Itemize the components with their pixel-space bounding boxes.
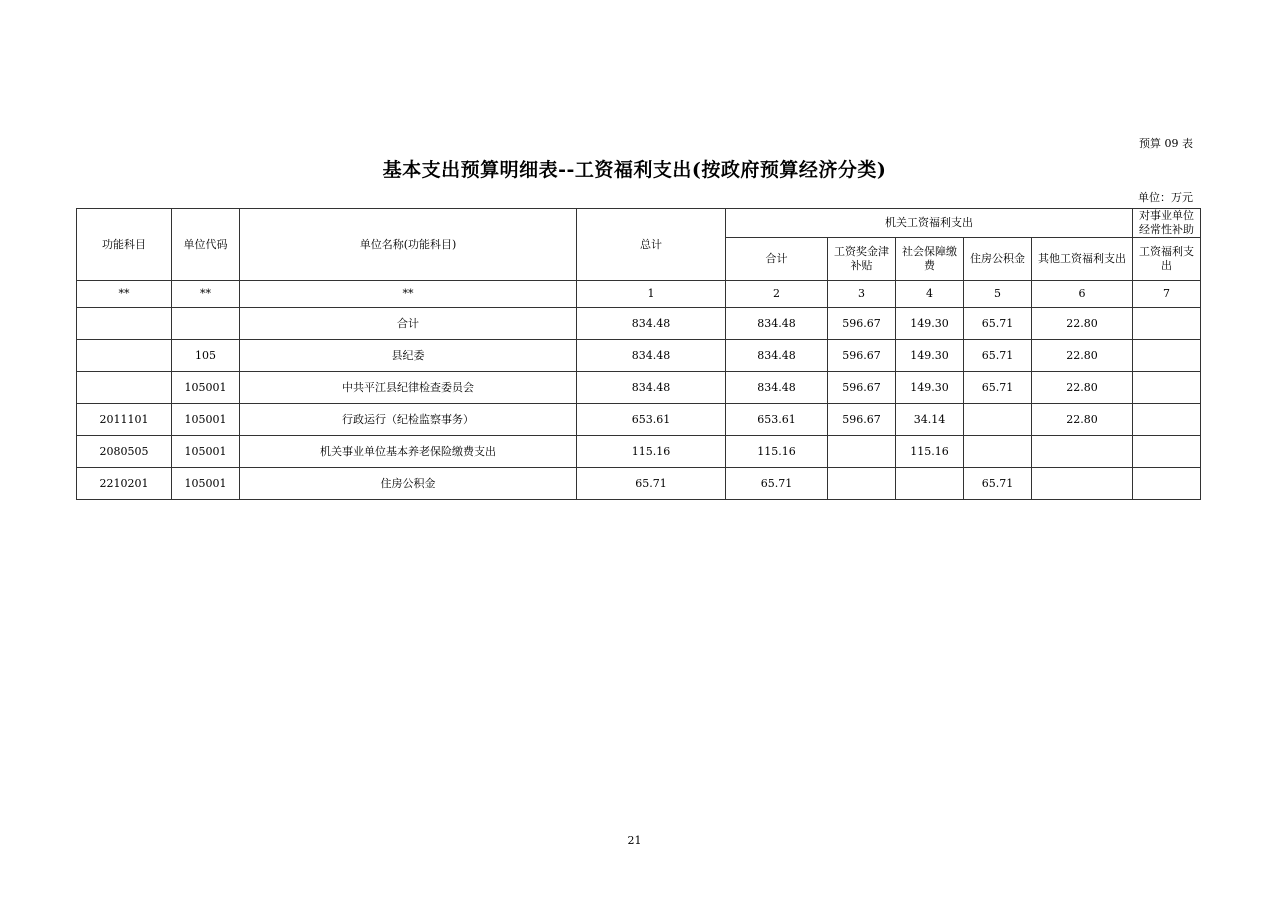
function-subject-cell: 2210201 — [77, 468, 172, 500]
index-cell: 5 — [964, 281, 1032, 308]
index-cell: 6 — [1032, 281, 1133, 308]
index-cell: 2 — [726, 281, 828, 308]
table-row — [77, 372, 1201, 404]
wage-welfare-cell — [1133, 308, 1201, 340]
social-security-cell: 115.16 — [896, 436, 964, 468]
function-subject-cell — [77, 340, 172, 372]
header-row-top — [77, 209, 1201, 238]
col-header-function-subject: 功能科目 — [77, 209, 172, 281]
col-group-agency-wages: 机关工资福利支出 — [726, 209, 1133, 238]
salary-bonus-cell — [828, 468, 896, 500]
col-header-wage-welfare: 工资福利支出 — [1133, 238, 1201, 281]
function-subject-cell — [77, 372, 172, 404]
unit-label: 单位：万元 — [1138, 191, 1193, 204]
housing-fund-cell: 65.71 — [964, 468, 1032, 500]
unit-name-cell: 行政运行（纪检监察事务） — [240, 404, 577, 436]
grand-total-cell: 65.71 — [577, 468, 726, 500]
form-number: 预算 09 表 — [1139, 137, 1193, 150]
table-row — [77, 404, 1201, 436]
col-group-institution-subsidy: 对事业单位经常性补助 — [1133, 209, 1201, 238]
unit-name-cell: 住房公积金 — [240, 468, 577, 500]
col-header-salary-bonus: 工资奖金津补贴 — [828, 238, 896, 281]
col-header-social-security: 社会保障缴费 — [896, 238, 964, 281]
function-subject-cell — [77, 308, 172, 340]
unit-code-cell: 105001 — [172, 372, 240, 404]
housing-fund-cell — [964, 436, 1032, 468]
wage-welfare-cell — [1133, 372, 1201, 404]
index-cell: ** — [172, 281, 240, 308]
salary-bonus-cell: 596.67 — [828, 308, 896, 340]
wage-welfare-cell — [1133, 436, 1201, 468]
other-wages-cell: 22.80 — [1032, 404, 1133, 436]
salary-bonus-cell: 596.67 — [828, 340, 896, 372]
housing-fund-cell — [964, 404, 1032, 436]
housing-fund-cell: 65.71 — [964, 340, 1032, 372]
unit-code-cell: 105001 — [172, 468, 240, 500]
col-header-subtotal: 合计 — [726, 238, 828, 281]
social-security-cell — [896, 468, 964, 500]
other-wages-cell: 22.80 — [1032, 372, 1133, 404]
unit-name-cell: 中共平江县纪律检查委员会 — [240, 372, 577, 404]
other-wages-cell: 22.80 — [1032, 308, 1133, 340]
unit-code-cell — [172, 308, 240, 340]
index-cell: 1 — [577, 281, 726, 308]
col-header-other-wages: 其他工资福利支出 — [1032, 238, 1133, 281]
col-header-unit-name: 单位名称(功能科目) — [240, 209, 577, 281]
housing-fund-cell: 65.71 — [964, 308, 1032, 340]
unit-name-cell: 合计 — [240, 308, 577, 340]
col-header-housing-fund: 住房公积金 — [964, 238, 1032, 281]
unit-name-cell: 机关事业单位基本养老保险缴费支出 — [240, 436, 577, 468]
wage-welfare-cell — [1133, 340, 1201, 372]
budget-table — [76, 208, 1201, 500]
index-cell: ** — [77, 281, 172, 308]
index-cell: 4 — [896, 281, 964, 308]
social-security-cell: 149.30 — [896, 340, 964, 372]
grand-total-cell: 115.16 — [577, 436, 726, 468]
wage-welfare-cell — [1133, 404, 1201, 436]
social-security-cell: 149.30 — [896, 372, 964, 404]
other-wages-cell — [1032, 436, 1133, 468]
housing-fund-cell: 65.71 — [964, 372, 1032, 404]
table-row — [77, 308, 1201, 340]
index-cell: ** — [240, 281, 577, 308]
social-security-cell: 149.30 — [896, 308, 964, 340]
function-subject-cell: 2080505 — [77, 436, 172, 468]
social-security-cell: 34.14 — [896, 404, 964, 436]
wage-welfare-cell — [1133, 468, 1201, 500]
salary-bonus-cell: 596.67 — [828, 404, 896, 436]
function-subject-cell: 2011101 — [77, 404, 172, 436]
salary-bonus-cell: 596.67 — [828, 372, 896, 404]
subtotal-cell: 834.48 — [726, 340, 828, 372]
subtotal-cell: 834.48 — [726, 308, 828, 340]
table-row — [77, 468, 1201, 500]
unit-name-cell: 县纪委 — [240, 340, 577, 372]
subtotal-cell: 65.71 — [726, 468, 828, 500]
salary-bonus-cell — [828, 436, 896, 468]
table-row — [77, 340, 1201, 372]
grand-total-cell: 834.48 — [577, 308, 726, 340]
unit-code-cell: 105001 — [172, 436, 240, 468]
subtotal-cell: 834.48 — [726, 372, 828, 404]
page-number: 21 — [627, 834, 642, 847]
index-row — [77, 281, 1201, 308]
subtotal-cell: 653.61 — [726, 404, 828, 436]
grand-total-cell: 834.48 — [577, 340, 726, 372]
table-row — [77, 436, 1201, 468]
col-header-unit-code: 单位代码 — [172, 209, 240, 281]
col-header-grand-total: 总计 — [577, 209, 726, 281]
page-title: 基本支出预算明细表--工资福利支出(按政府预算经济分类) — [382, 159, 887, 181]
unit-code-cell: 105001 — [172, 404, 240, 436]
other-wages-cell — [1032, 468, 1133, 500]
other-wages-cell: 22.80 — [1032, 340, 1133, 372]
grand-total-cell: 653.61 — [577, 404, 726, 436]
subtotal-cell: 115.16 — [726, 436, 828, 468]
grand-total-cell: 834.48 — [577, 372, 726, 404]
index-cell: 7 — [1133, 281, 1201, 308]
unit-code-cell: 105 — [172, 340, 240, 372]
index-cell: 3 — [828, 281, 896, 308]
